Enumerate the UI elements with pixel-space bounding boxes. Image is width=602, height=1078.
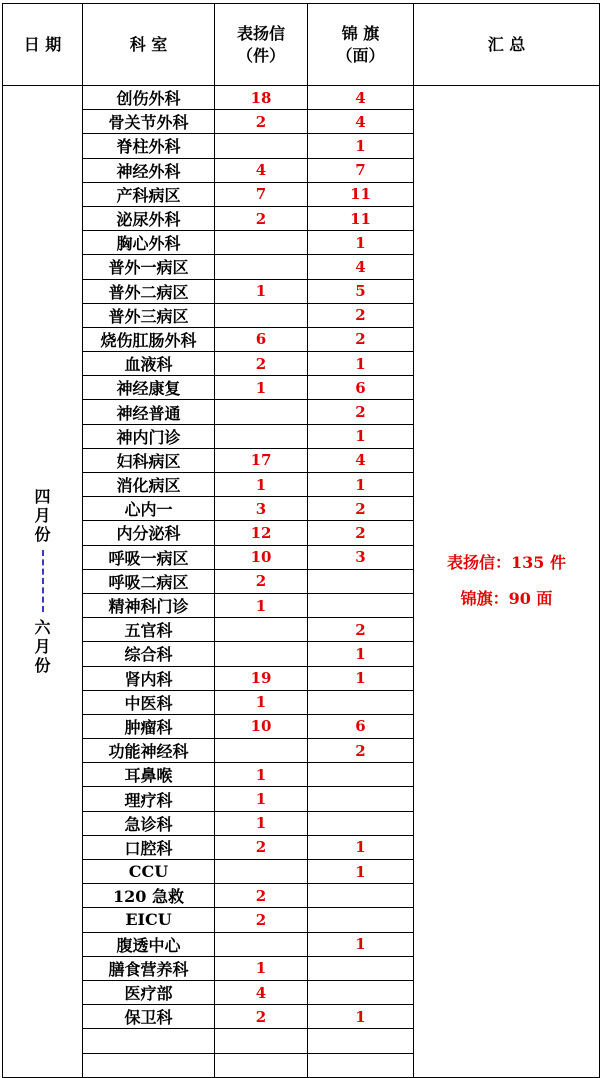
dept-cell: 呼吸一病区: [83, 545, 215, 569]
banners-cell: 1: [308, 424, 414, 448]
banners-cell: [308, 690, 414, 714]
letters-cell: [215, 860, 308, 884]
letters-cell: 2: [215, 908, 308, 932]
banners-cell: 1: [308, 473, 414, 497]
dept-cell: 肾内科: [83, 666, 215, 690]
dept-cell: 功能神经科: [83, 739, 215, 763]
letters-cell: [215, 134, 308, 158]
date-range-divider: [42, 550, 44, 612]
date-period-cell: [3, 86, 83, 1078]
dept-cell: 医疗部: [83, 980, 215, 1004]
dept-cell: 理疗科: [83, 787, 215, 811]
dept-cell: 急诊科: [83, 811, 215, 835]
dept-cell: 普外一病区: [83, 255, 215, 279]
date-period-vertical: [34, 487, 52, 675]
banners-cell: 1: [308, 1005, 414, 1029]
header-banners-line2: （面）: [336, 45, 385, 65]
letters-cell: 2: [215, 352, 308, 376]
letters-cell: 1: [215, 376, 308, 400]
letters-cell: [215, 1053, 308, 1077]
banners-cell: 1: [308, 352, 414, 376]
banners-cell: 1: [308, 860, 414, 884]
letters-cell: 17: [215, 448, 308, 472]
banners-cell: 4: [308, 255, 414, 279]
dept-cell: 神内门诊: [83, 424, 215, 448]
letters-cell: 19: [215, 666, 308, 690]
dept-cell: 中医科: [83, 690, 215, 714]
letters-cell: 1: [215, 593, 308, 617]
dept-cell: 精神科门诊: [83, 593, 215, 617]
banners-cell: [308, 956, 414, 980]
dept-cell: 120 急救: [83, 884, 215, 908]
dept-cell: 保卫科: [83, 1005, 215, 1029]
letters-cell: 2: [215, 835, 308, 859]
banners-cell: 5: [308, 279, 414, 303]
dept-cell: 骨关节外科: [83, 110, 215, 134]
letters-cell: 1: [215, 787, 308, 811]
banners-cell: [308, 980, 414, 1004]
letters-cell: 7: [215, 182, 308, 206]
dept-cell: 创伤外科: [83, 86, 215, 110]
dept-cell: 消化病区: [83, 473, 215, 497]
banners-cell: [308, 763, 414, 787]
letters-cell: 1: [215, 279, 308, 303]
dept-cell: 口腔科: [83, 835, 215, 859]
banners-cell: 4: [308, 110, 414, 134]
letters-cell: 6: [215, 327, 308, 351]
banners-cell: 3: [308, 545, 414, 569]
banners-cell: 2: [308, 303, 414, 327]
banners-cell: 2: [308, 618, 414, 642]
letters-cell: [215, 1029, 308, 1053]
dept-cell: [83, 1053, 215, 1077]
letters-cell: 1: [215, 763, 308, 787]
dept-cell: 呼吸二病区: [83, 569, 215, 593]
banners-cell: [308, 787, 414, 811]
banners-cell: [308, 908, 414, 932]
summary-letters-total: 表扬信：135 件: [447, 553, 566, 573]
dept-cell: [83, 1029, 215, 1053]
banners-cell: 11: [308, 182, 414, 206]
header-letters-line1: 表扬信: [236, 23, 285, 43]
header-row: [3, 4, 600, 86]
banners-cell: [308, 1029, 414, 1053]
letters-cell: 1: [215, 956, 308, 980]
banners-cell: [308, 569, 414, 593]
summary-banners-total: 锦旗：90 面: [460, 589, 553, 609]
banners-cell: [308, 884, 414, 908]
dept-cell: 神经外科: [83, 158, 215, 182]
header-banners: [308, 4, 414, 86]
dept-cell: 胸心外科: [83, 231, 215, 255]
date-end-char: 月: [34, 637, 51, 657]
banners-cell: 1: [308, 134, 414, 158]
letters-cell: [215, 739, 308, 763]
banners-cell: 1: [308, 932, 414, 956]
letters-cell: 2: [215, 1005, 308, 1029]
letters-cell: 18: [215, 86, 308, 110]
dept-cell: 烧伤肛肠外科: [83, 327, 215, 351]
summary-cell: [414, 86, 600, 1078]
date-start-char: 份: [34, 525, 51, 545]
header-letters: [215, 4, 308, 86]
banners-cell: 2: [308, 327, 414, 351]
letters-cell: [215, 618, 308, 642]
dept-cell: 泌尿外科: [83, 206, 215, 230]
letters-cell: [215, 932, 308, 956]
banners-cell: 1: [308, 835, 414, 859]
dept-cell: 神经普通: [83, 400, 215, 424]
letters-cell: [215, 642, 308, 666]
banners-cell: 1: [308, 642, 414, 666]
banners-cell: 2: [308, 521, 414, 545]
letters-cell: [215, 400, 308, 424]
dept-cell: 血液科: [83, 352, 215, 376]
header-summary: 汇 总: [414, 4, 600, 86]
dept-cell: 耳鼻喉: [83, 763, 215, 787]
banners-cell: [308, 593, 414, 617]
banners-cell: 6: [308, 376, 414, 400]
commendation-table: [2, 3, 600, 1078]
letters-cell: 4: [215, 980, 308, 1004]
dept-cell: 心内一: [83, 497, 215, 521]
dept-cell: 神经康复: [83, 376, 215, 400]
dept-cell: 产科病区: [83, 182, 215, 206]
dept-cell: 妇科病区: [83, 448, 215, 472]
dept-cell: 普外三病区: [83, 303, 215, 327]
letters-cell: 10: [215, 545, 308, 569]
letters-cell: 1: [215, 473, 308, 497]
letters-cell: 2: [215, 569, 308, 593]
letters-cell: 10: [215, 714, 308, 738]
dept-cell: EICU: [83, 908, 215, 932]
banners-cell: 11: [308, 206, 414, 230]
banners-cell: [308, 1053, 414, 1077]
banners-cell: 4: [308, 86, 414, 110]
letters-cell: 2: [215, 110, 308, 134]
banners-cell: [308, 811, 414, 835]
banners-cell: 2: [308, 739, 414, 763]
banners-cell: 1: [308, 666, 414, 690]
dept-cell: 腹透中心: [83, 932, 215, 956]
banners-cell: 7: [308, 158, 414, 182]
letters-cell: 4: [215, 158, 308, 182]
date-start-char: 四: [34, 487, 51, 507]
letters-cell: [215, 424, 308, 448]
letters-cell: 1: [215, 690, 308, 714]
letters-cell: 12: [215, 521, 308, 545]
date-end-char: 六: [34, 618, 51, 638]
banners-cell: 6: [308, 714, 414, 738]
dept-cell: CCU: [83, 860, 215, 884]
header-dept: 科 室: [83, 4, 215, 86]
dept-cell: 内分泌科: [83, 521, 215, 545]
dept-cell: 普外二病区: [83, 279, 215, 303]
dept-cell: 膳食营养科: [83, 956, 215, 980]
header-letters-line2: （件）: [236, 45, 285, 65]
dept-cell: 肿瘤科: [83, 714, 215, 738]
table-row: [3, 86, 600, 110]
banners-cell: 4: [308, 448, 414, 472]
banners-cell: 2: [308, 497, 414, 521]
date-end-char: 份: [34, 656, 51, 676]
letters-cell: 2: [215, 884, 308, 908]
letters-cell: 3: [215, 497, 308, 521]
banners-cell: 1: [308, 231, 414, 255]
dept-cell: 脊柱外科: [83, 134, 215, 158]
header-date: 日 期: [3, 4, 83, 86]
table-body: [3, 86, 600, 1078]
letters-cell: 1: [215, 811, 308, 835]
header-banners-line1: 锦 旗: [341, 23, 380, 43]
letters-cell: [215, 231, 308, 255]
banners-cell: 2: [308, 400, 414, 424]
letters-cell: 2: [215, 206, 308, 230]
letters-cell: [215, 255, 308, 279]
date-start-char: 月: [34, 506, 51, 526]
dept-cell: 五官科: [83, 618, 215, 642]
dept-cell: 综合科: [83, 642, 215, 666]
letters-cell: [215, 303, 308, 327]
